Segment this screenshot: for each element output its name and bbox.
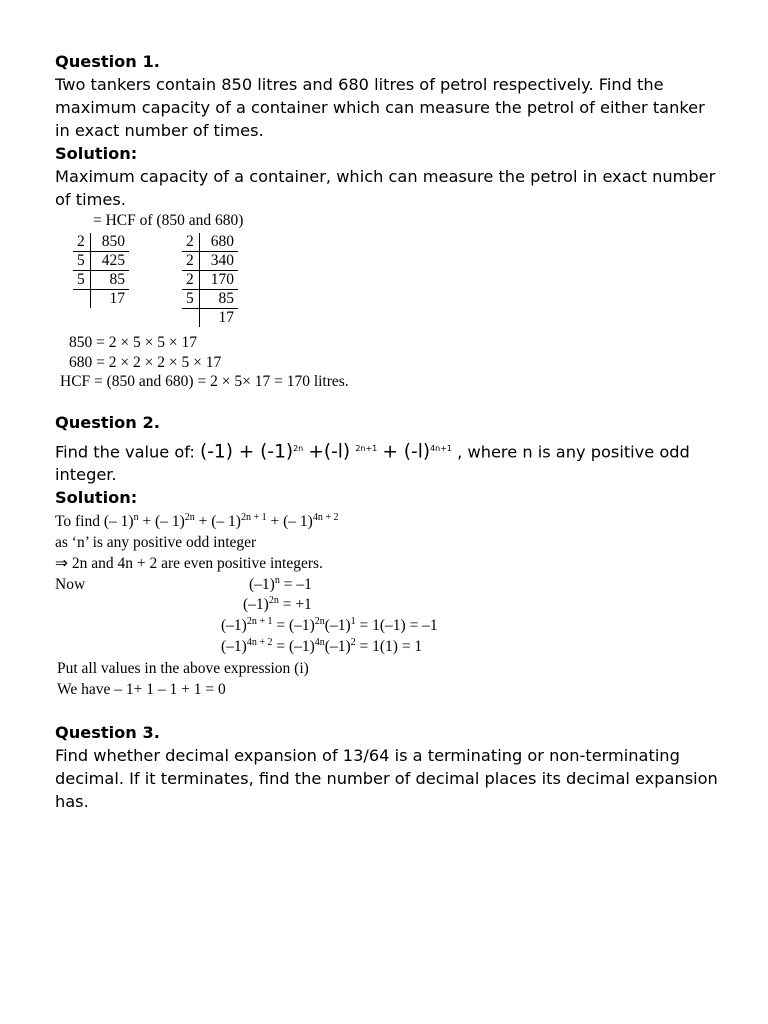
- implies-line: ⇒ 2n and 4n + 2 are even positive integers.: [55, 555, 323, 573]
- put-all-values-line: Put all values in the above expression (i): [57, 660, 309, 678]
- odd-integer-line: as ‘n’ is any positive odd integer: [55, 534, 257, 552]
- expression-sup-1: 2n: [293, 444, 304, 453]
- equation-sup: 1: [350, 616, 356, 628]
- ladder-680-divisor: 5: [182, 290, 200, 309]
- to-find-sup: 2n: [184, 512, 195, 524]
- equation-text: = +1: [278, 596, 312, 614]
- question-2-text: [55, 437, 720, 463]
- to-find-text: + (– 1): [266, 513, 313, 531]
- question-2-heading: Question 2.: [55, 413, 160, 432]
- question-2-suffix: , where n is any positive odd: [457, 442, 690, 462]
- hcf-line: = HCF of (850 and 680): [93, 212, 244, 229]
- question-1-heading: Question 1.: [55, 52, 160, 71]
- question-2-solution-label: Solution:: [55, 488, 138, 508]
- equation-text: = –1: [279, 576, 312, 594]
- now-label: Now: [55, 576, 86, 594]
- equation-text: (–1): [324, 617, 351, 635]
- ladder-850-divisor: [73, 290, 91, 309]
- page-content: [55, 50, 720, 813]
- equation-sup: 4n: [314, 637, 325, 649]
- question-2-prefix: Find the value of:: [55, 442, 195, 462]
- question-1-solution-working: [57, 211, 720, 399]
- ladder-850-value: 85: [91, 271, 130, 290]
- equation-3: [221, 616, 438, 635]
- expression-part-1: (-1) + (-1): [200, 441, 294, 463]
- equation-1: [249, 575, 312, 594]
- ladder-850-divisor: 5: [73, 252, 91, 271]
- equation-sup: n: [274, 575, 280, 587]
- equation-sup: 2n + 1: [246, 616, 273, 628]
- equation-text: (–1): [249, 576, 275, 594]
- question-3-heading: Question 3.: [55, 723, 160, 743]
- question-2-line-2: integer.: [55, 465, 117, 485]
- ladder-850-divisor: 2: [73, 233, 91, 252]
- factorisation-680: 680 = 2 × 2 × 2 × 5 × 17: [69, 354, 222, 371]
- to-find-text: + (– 1): [194, 513, 241, 531]
- ladder-850-value: 17: [109, 290, 125, 307]
- equation-text: = (–1): [272, 617, 315, 635]
- ladder-680: [182, 233, 238, 327]
- equation-text: (–1): [243, 596, 269, 614]
- ladder-850-value: 850: [91, 233, 130, 252]
- to-find-sup: n: [133, 512, 139, 524]
- expression-sup-3: 4n+1: [430, 444, 453, 453]
- expression-part-2: +(-l): [308, 441, 351, 463]
- factorisation-850: 850 = 2 × 5 × 5 × 17: [69, 334, 197, 351]
- equation-sup: 4n + 2: [246, 637, 273, 649]
- ladder-680-divisor: 2: [182, 233, 200, 252]
- we-have-line: We have – 1+ 1 – 1 + 1 = 0: [57, 681, 226, 699]
- to-find-line: [55, 512, 338, 531]
- equation-4: [221, 637, 422, 656]
- ladder-850-value: 425: [91, 252, 130, 271]
- ladder-680-value: 340: [200, 252, 239, 271]
- equation-sup: 2n: [314, 616, 325, 628]
- ladder-680-value: 680: [200, 233, 239, 252]
- equation-text: = 1(–1) = –1: [355, 617, 438, 635]
- hcf-result: HCF = (850 and 680) = 2 × 5× 17 = 170 litres.: [60, 373, 349, 390]
- question-1-text: Two tankers contain 850 litres and 680 litres of petrol respectively. Find the maximum capacity of a container which can measure the petrol of either tanker in exact number of times.: [55, 75, 705, 140]
- expression-sup-2: 2n+1: [355, 444, 378, 453]
- equation-text: (–1): [221, 617, 247, 635]
- equation-text: = (–1): [272, 638, 315, 656]
- ladder-680-divisor: 2: [182, 271, 200, 290]
- equation-text: (–1): [324, 638, 351, 656]
- ladder-850: [73, 233, 129, 308]
- equation-2: [243, 595, 312, 614]
- to-find-sup: 4n + 2: [312, 512, 339, 524]
- question-1-solution-label: Solution:: [55, 144, 138, 163]
- ladder-680-divisor: [182, 309, 200, 328]
- expression-part-3: + (-l): [382, 441, 431, 463]
- to-find-sup: 2n + 1: [240, 512, 267, 524]
- equation-sup: 2: [350, 637, 356, 649]
- ladder-680-value: 17: [218, 309, 234, 326]
- question-2-solution-working: [55, 509, 720, 707]
- question-3-text: Find whether decimal expansion of 13/64 is a terminating or non-terminating decimal. If it terminates, find the number of decimal places its decimal expansion has.: [55, 746, 718, 812]
- ladder-680-value: 170: [200, 271, 239, 290]
- equation-text: (–1): [221, 638, 247, 656]
- equation-sup: 2n: [268, 595, 279, 607]
- ladder-680-divisor: 2: [182, 252, 200, 271]
- ladder-680-value: 85: [200, 290, 239, 309]
- to-find-text: + (– 1): [138, 513, 185, 531]
- question-1-solution-text: Maximum capacity of a container, which can measure the petrol in exact number of times.: [55, 167, 716, 209]
- ladder-850-divisor: 5: [73, 271, 91, 290]
- equation-text: = 1(1) = 1: [355, 638, 423, 656]
- to-find-text: To find (– 1): [55, 513, 134, 531]
